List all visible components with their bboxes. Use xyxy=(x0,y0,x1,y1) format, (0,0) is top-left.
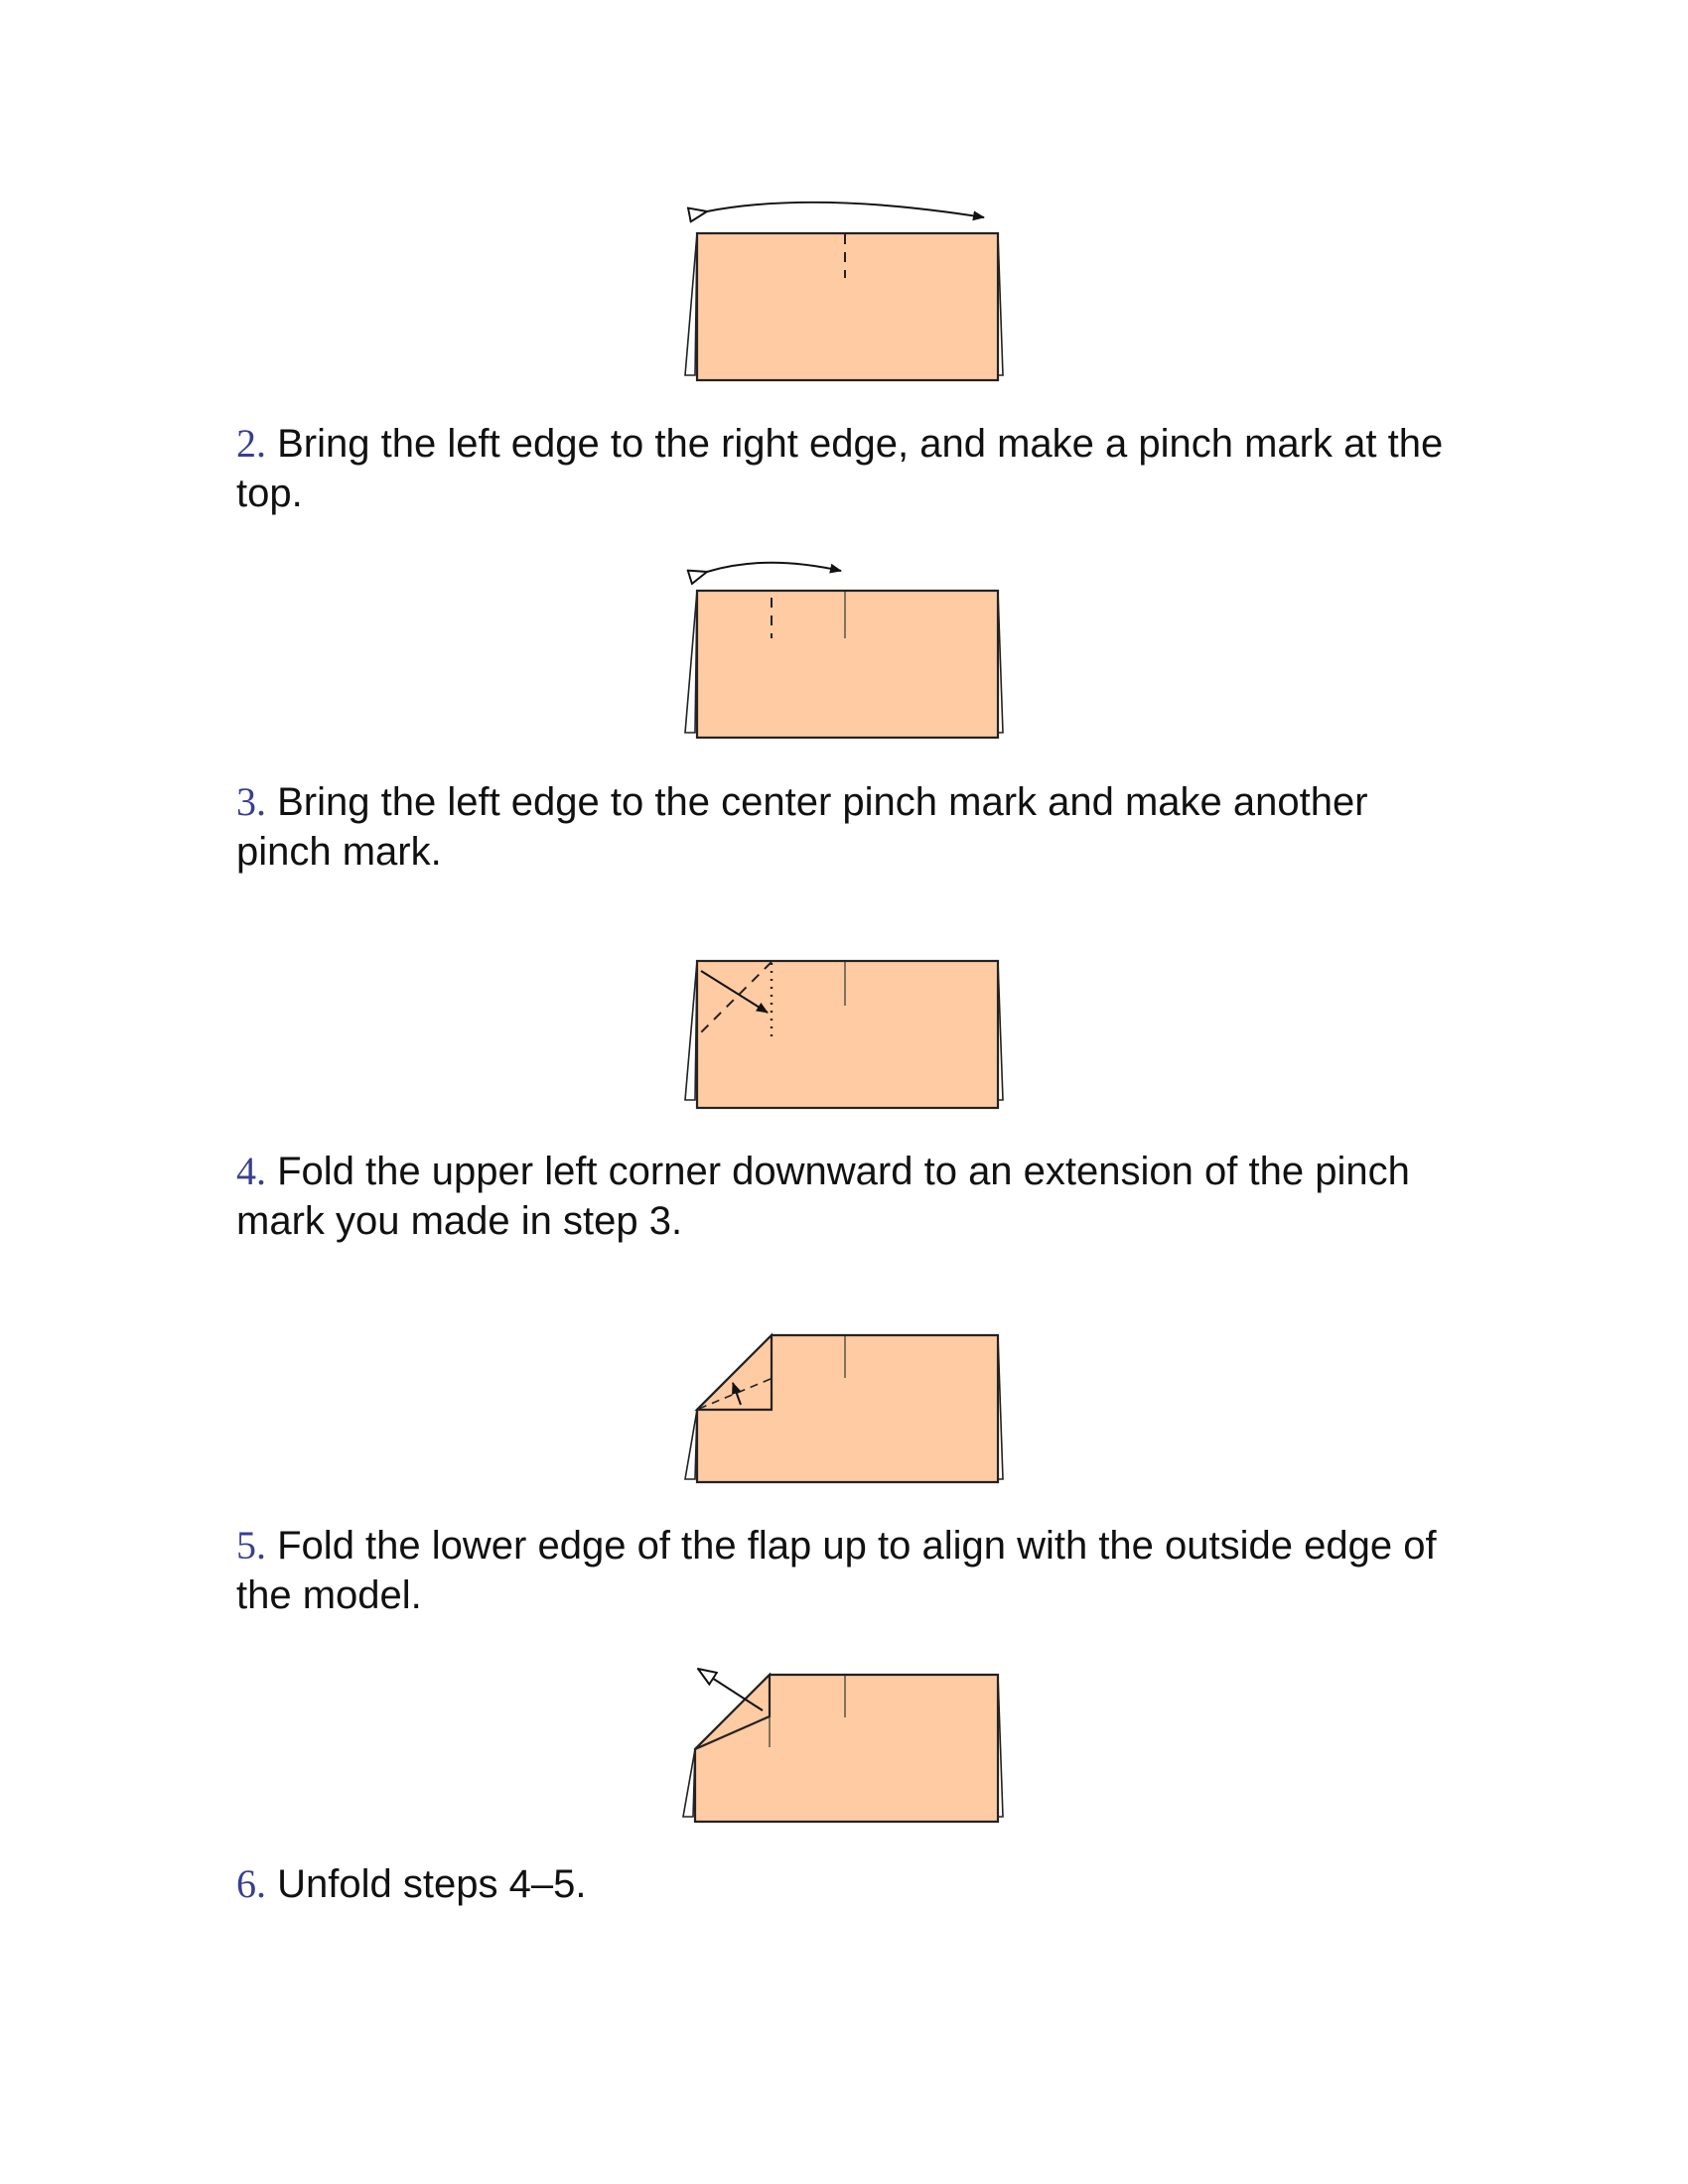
step-2-diagram xyxy=(675,179,1013,377)
back-layer-left xyxy=(685,1410,697,1479)
folded-flap xyxy=(697,1335,772,1410)
step-5-diagram xyxy=(675,1276,1013,1474)
step-4-number: 4 xyxy=(236,1149,256,1193)
back-layer-left xyxy=(685,961,697,1100)
paper-sheet xyxy=(697,233,998,380)
step-3-text: Bring the left edge to the center pinch mark and make another pinch mark. xyxy=(236,780,1368,874)
step-4-text: Fold the upper left corner downward to an extension of the pinch mark you made in step 3. xyxy=(236,1150,1410,1243)
unfold-arrow xyxy=(698,1669,763,1710)
step-2-text: Bring the left edge to the right edge, and make a pinch mark at the top. xyxy=(236,422,1444,515)
step-4-caption: 4. Fold the upper left corner downward to an extension of the pinch mark you made in step 3. xyxy=(236,1149,1410,1243)
back-layer-left xyxy=(683,1749,695,1817)
back-layer-left xyxy=(685,591,697,733)
step-6-text: Unfold steps 4–5. xyxy=(277,1862,587,1906)
step-6-diagram xyxy=(675,1613,1013,1812)
step-2-number: 2 xyxy=(236,421,256,466)
step-5-number: 5 xyxy=(236,1523,256,1568)
step-3-diagram xyxy=(675,536,1013,735)
fold-arrow xyxy=(707,563,841,572)
step-3-caption: 3. Bring the left edge to the center pinch mark and make another pinch mark. xyxy=(236,779,1368,874)
step-4-diagram xyxy=(675,903,1013,1102)
back-layer-left xyxy=(685,233,697,375)
step-5-caption: 5. Fold the lower edge of the flap up to align with the outside edge of the model. xyxy=(236,1523,1437,1617)
step-3-number: 3 xyxy=(236,779,256,824)
paper-sheet xyxy=(697,961,998,1108)
paper-sheet xyxy=(697,591,998,738)
step-6-number: 6 xyxy=(236,1861,256,1906)
step-5-text: Fold the lower edge of the flap up to align with the outside edge of the model. xyxy=(236,1524,1437,1617)
step-6-caption: 6. Unfold steps 4–5. xyxy=(236,1861,587,1906)
fold-arrow xyxy=(707,203,984,217)
step-2-caption: 2. Bring the left edge to the right edge, and make a pinch mark at the top. xyxy=(236,421,1444,515)
